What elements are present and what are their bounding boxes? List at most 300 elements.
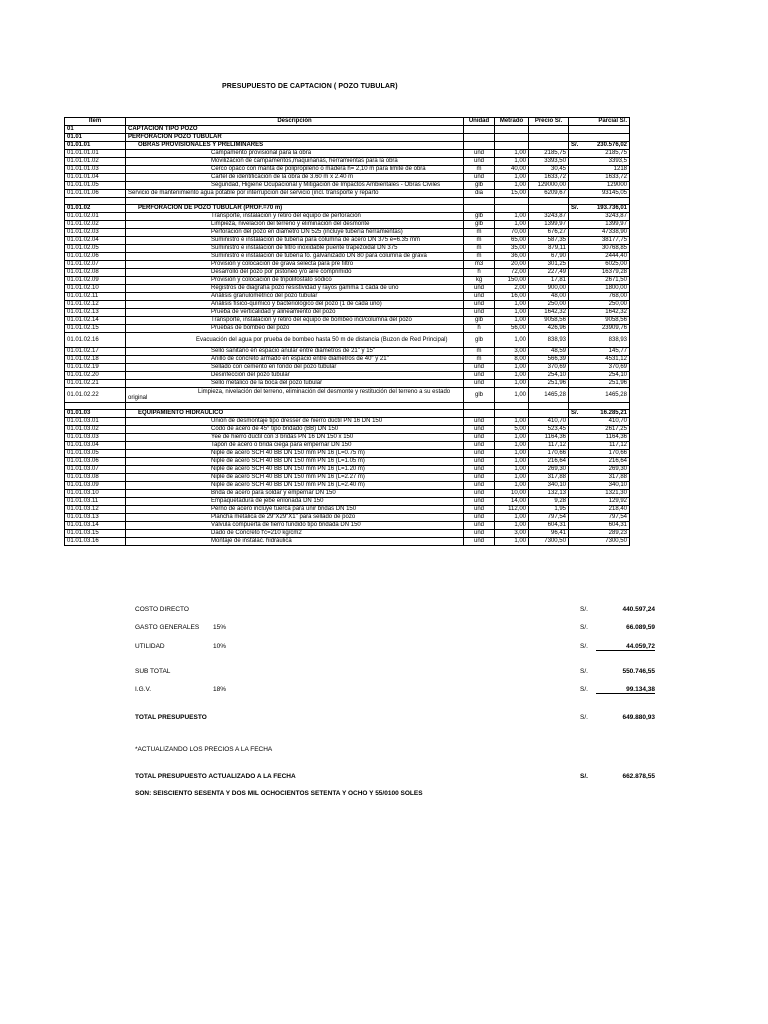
cell-price: 9,28 bbox=[529, 498, 569, 506]
cell-item: 01.01.01.01 bbox=[65, 150, 126, 158]
table-row bbox=[65, 498, 630, 506]
cell-quantity: 1,00 bbox=[495, 466, 529, 474]
cell-price: 9058,56 bbox=[529, 317, 569, 325]
cell-description: Seguridad, Higiene Ocupacional y Mitigación de Impactos Ambientales - Obras Civiles bbox=[126, 182, 464, 190]
cell-unit: dia bbox=[464, 190, 495, 198]
cell-currency bbox=[569, 198, 583, 205]
cell-quantity: 1,00 bbox=[495, 317, 529, 325]
table-row bbox=[65, 450, 630, 458]
cell-partial: 23909,76 bbox=[583, 325, 630, 333]
cell-description: Desinfección del pozo tubular bbox=[126, 372, 464, 380]
cell-currency bbox=[569, 522, 583, 530]
cell-partial: 604,31 bbox=[583, 522, 630, 530]
cell-price: 426,96 bbox=[529, 325, 569, 333]
cell-unit: und bbox=[464, 466, 495, 474]
cell-currency bbox=[569, 356, 583, 364]
table-row bbox=[65, 442, 630, 450]
cell-item: 01.01.02.03 bbox=[65, 229, 126, 237]
cell-partial: 9058,56 bbox=[583, 317, 630, 325]
summary-currency: S/. bbox=[580, 643, 588, 650]
cell-item: 01.01.02.22 bbox=[65, 388, 126, 403]
summary-label: COSTO DIRECTO bbox=[135, 606, 189, 613]
cell-description: Anillo de concreto armado en espacio entre diámetros de 40" y 21" bbox=[126, 356, 464, 364]
cell-quantity: 1,00 bbox=[495, 301, 529, 309]
cell-quantity: 1,00 bbox=[495, 388, 529, 403]
cell-description: Cerco opaco con manta de polipropileno o madera h= 2,10 m para limite de obra bbox=[126, 166, 464, 174]
table-row bbox=[65, 293, 630, 301]
total-updated-label: TOTAL PRESUPUESTO ACTUALIZADO A LA FECHA bbox=[135, 773, 296, 780]
cell-description: PERFORACION DE POZO TUBULAR (PROF.=70 m) bbox=[126, 205, 464, 213]
cell-currency bbox=[569, 333, 583, 348]
cell-price: 269,30 bbox=[529, 466, 569, 474]
table-row bbox=[65, 229, 630, 237]
cell-currency bbox=[569, 474, 583, 482]
cell-unit: und bbox=[464, 482, 495, 490]
cell-quantity bbox=[495, 134, 529, 142]
summary-percent: 18% bbox=[213, 686, 227, 693]
cell-partial: 117,12 bbox=[583, 442, 630, 450]
cell-unit: und bbox=[464, 506, 495, 514]
cell-unit: und bbox=[464, 530, 495, 538]
cell-unit bbox=[464, 142, 495, 150]
cell-description: Tapón de acero o brida ciega para empernar DN 150 bbox=[126, 442, 464, 450]
cell-item: 01.01.02.13 bbox=[65, 309, 126, 317]
table-row bbox=[65, 158, 630, 166]
cell-description: Sello sanitario en espacio anular entre diámetros de 21" y 15" bbox=[126, 348, 464, 356]
table-row bbox=[65, 325, 630, 333]
cell-quantity: 1,00 bbox=[495, 309, 529, 317]
cell-item: 01.01.03 bbox=[65, 410, 126, 418]
cell-unit: glb bbox=[464, 221, 495, 229]
cell-description: Movilizacion de campamentos,maquinarias, herramientas para la obra bbox=[126, 158, 464, 166]
cell-currency bbox=[569, 285, 583, 293]
cell-unit: m bbox=[464, 245, 495, 253]
cell-unit: glb bbox=[464, 182, 495, 190]
header-description: Descripción bbox=[126, 118, 464, 126]
cell-item: 01.01.03.06 bbox=[65, 458, 126, 466]
cell-price: 48,59 bbox=[529, 348, 569, 356]
cell-unit: m bbox=[464, 253, 495, 261]
total-updated-value: 662.878,55 bbox=[622, 773, 655, 780]
cell-unit: und bbox=[464, 490, 495, 498]
summary-label: I.G.V. bbox=[135, 686, 152, 693]
summary-value: 44.059,72 bbox=[596, 643, 655, 651]
cell-description: Suministro e instalación de tubería fo. galvanizado DN 80 para columna de grava bbox=[126, 253, 464, 261]
cell-price: 129000,00 bbox=[529, 182, 569, 190]
cell-quantity: 56,00 bbox=[495, 325, 529, 333]
cell-item: 01.01.01.03 bbox=[65, 166, 126, 174]
cell-description: Sello metálico de la boca del pozo tubular bbox=[126, 380, 464, 388]
cell-price: 254,10 bbox=[529, 372, 569, 380]
cell-description: Codo de acero de 45° tipo bridado (BB) DN 150 bbox=[126, 426, 464, 434]
cell-unit: m bbox=[464, 229, 495, 237]
cell-price: 566,39 bbox=[529, 356, 569, 364]
cell-price: 48,00 bbox=[529, 293, 569, 301]
table-row bbox=[65, 348, 630, 356]
cell-price bbox=[529, 410, 569, 418]
cell-partial: 216,64 bbox=[583, 458, 630, 466]
price-update-note: *ACTUALIZANDO LOS PRECIOS A LA FECHA bbox=[135, 746, 273, 753]
cell-description: Campamento provisional para la obra bbox=[126, 150, 464, 158]
cell-price: 838,93 bbox=[529, 333, 569, 348]
cell-partial: 230.576,02 bbox=[583, 142, 630, 150]
cell-item: 01.01.01 bbox=[65, 142, 126, 150]
cell-quantity: 1,00 bbox=[495, 158, 529, 166]
document-title: PRESUPUESTO DE CAPTACION ( POZO TUBULAR) bbox=[222, 83, 398, 90]
cell-description: Niple de acero SCH 40 BB DN 150 mm PN 16 (L=1.20 m) bbox=[126, 466, 464, 474]
cell-description: Análisis físico-químico y bacteriológico del pozo (1 de cada uno) bbox=[126, 301, 464, 309]
cell-item: 01.01.02.12 bbox=[65, 301, 126, 309]
summary-value: 550.746,55 bbox=[622, 668, 655, 675]
cell-unit: glb bbox=[464, 333, 495, 348]
cell-item: 01.01.01.05 bbox=[65, 182, 126, 190]
cell-description bbox=[126, 403, 464, 410]
cell-item: 01.01.02.07 bbox=[65, 261, 126, 269]
cell-currency bbox=[569, 442, 583, 450]
cell-unit bbox=[464, 198, 495, 205]
cell-quantity: 65,00 bbox=[495, 237, 529, 245]
cell-unit: m bbox=[464, 348, 495, 356]
cell-partial bbox=[583, 403, 630, 410]
cell-quantity: 112,00 bbox=[495, 506, 529, 514]
cell-description: Válvula compuerta de fierro fundido tipo bridada DN 150 bbox=[126, 522, 464, 530]
table-row bbox=[65, 434, 630, 442]
cell-unit: und bbox=[464, 301, 495, 309]
cell-currency bbox=[569, 166, 583, 174]
cell-partial: 47338,90 bbox=[583, 229, 630, 237]
cell-unit: h bbox=[464, 269, 495, 277]
cell-quantity: 5,00 bbox=[495, 426, 529, 434]
cell-partial: 289,23 bbox=[583, 530, 630, 538]
summary-label: GASTO GENERALES bbox=[135, 624, 200, 631]
section-row bbox=[65, 134, 630, 142]
cell-description: Transporte, instalación y retiro del equipo de bombeo incl/columna del pozo bbox=[126, 317, 464, 325]
cell-item: 01.01.02.02 bbox=[65, 221, 126, 229]
cell-quantity: 1,00 bbox=[495, 458, 529, 466]
cell-unit: und bbox=[464, 434, 495, 442]
cell-price: 1633,72 bbox=[529, 174, 569, 182]
cell-price: 1,95 bbox=[529, 506, 569, 514]
table-row bbox=[65, 301, 630, 309]
cell-price: 900,00 bbox=[529, 285, 569, 293]
cell-quantity: 10,00 bbox=[495, 490, 529, 498]
cell-unit: und bbox=[464, 514, 495, 522]
cell-price: 676,27 bbox=[529, 229, 569, 237]
table-row bbox=[65, 474, 630, 482]
cell-unit: und bbox=[464, 150, 495, 158]
cell-unit: kg bbox=[464, 277, 495, 285]
header-unit: Unidad bbox=[464, 118, 495, 126]
cell-price: 96,41 bbox=[529, 530, 569, 538]
cell-currency bbox=[569, 237, 583, 245]
cell-partial: 1321,30 bbox=[583, 490, 630, 498]
cell-quantity bbox=[495, 403, 529, 410]
cell-currency: S/. bbox=[569, 205, 583, 213]
summary-percent: 10% bbox=[213, 643, 227, 650]
cell-price: 170,66 bbox=[529, 450, 569, 458]
cell-quantity bbox=[495, 142, 529, 150]
cell-item: 01.01.02.15 bbox=[65, 325, 126, 333]
cell-partial: 410,70 bbox=[583, 418, 630, 426]
section-row bbox=[65, 126, 630, 134]
summary-percent: 15% bbox=[213, 624, 227, 631]
section-row bbox=[65, 142, 630, 150]
cell-item bbox=[65, 198, 126, 205]
cell-currency bbox=[569, 426, 583, 434]
cell-partial bbox=[583, 134, 630, 142]
header-quantity: Metrado bbox=[495, 118, 529, 126]
cell-currency bbox=[569, 372, 583, 380]
cell-item: 01.01.02.20 bbox=[65, 372, 126, 380]
cell-item: 01.01.02.05 bbox=[65, 245, 126, 253]
cell-price: 132,13 bbox=[529, 490, 569, 498]
cell-partial: 93145,05 bbox=[583, 190, 630, 198]
cell-unit: und bbox=[464, 426, 495, 434]
cell-price: 1465,28 bbox=[529, 388, 569, 403]
cell-item: 01.01.02.06 bbox=[65, 253, 126, 261]
cell-currency bbox=[569, 277, 583, 285]
cell-currency bbox=[569, 538, 583, 546]
cell-description: Desarrollo del pozo por pistoneo y/o aire comprimido bbox=[126, 269, 464, 277]
table-row bbox=[65, 466, 630, 474]
cell-currency bbox=[569, 418, 583, 426]
cell-unit: m bbox=[464, 356, 495, 364]
cell-unit: und bbox=[464, 309, 495, 317]
cell-unit: und bbox=[464, 293, 495, 301]
cell-currency bbox=[569, 506, 583, 514]
cell-partial: 16.285,21 bbox=[583, 410, 630, 418]
cell-currency bbox=[569, 388, 583, 403]
cell-partial: 4531,12 bbox=[583, 356, 630, 364]
cell-partial: 1164,36 bbox=[583, 434, 630, 442]
cell-currency bbox=[569, 317, 583, 325]
cell-description: Empaquetadura de jebe enlonada DN 150 bbox=[126, 498, 464, 506]
cell-partial: 2671,50 bbox=[583, 277, 630, 285]
table-row bbox=[65, 482, 630, 490]
cell-description: Prueba de verticalidad y alineamiento del pozo bbox=[126, 309, 464, 317]
cell-quantity bbox=[495, 126, 529, 134]
table-row bbox=[65, 182, 630, 190]
cell-item bbox=[65, 403, 126, 410]
cell-currency bbox=[569, 221, 583, 229]
cell-price: 2185,75 bbox=[529, 150, 569, 158]
cell-currency bbox=[569, 269, 583, 277]
cell-item: 01.01.03.05 bbox=[65, 450, 126, 458]
table-row bbox=[65, 309, 630, 317]
cell-currency bbox=[569, 325, 583, 333]
table-row bbox=[65, 418, 630, 426]
spacer-row bbox=[65, 198, 630, 205]
table-row bbox=[65, 174, 630, 182]
cell-partial: 16379,28 bbox=[583, 269, 630, 277]
cell-price: 340,10 bbox=[529, 482, 569, 490]
cell-price: 3243,87 bbox=[529, 213, 569, 221]
cell-quantity: 20,00 bbox=[495, 261, 529, 269]
cell-description: Provisión y colocación de tripolifosfato sódico bbox=[126, 277, 464, 285]
cell-currency bbox=[569, 150, 583, 158]
cell-price bbox=[529, 134, 569, 142]
cell-partial: 145,77 bbox=[583, 348, 630, 356]
cell-currency: S/. bbox=[569, 410, 583, 418]
cell-item: 01.01.02.09 bbox=[65, 277, 126, 285]
summary-currency: S/. bbox=[580, 606, 588, 613]
cell-price: 587,35 bbox=[529, 237, 569, 245]
cell-price: 1164,36 bbox=[529, 434, 569, 442]
table-row bbox=[65, 213, 630, 221]
table-row bbox=[65, 522, 630, 530]
cell-item: 01.01.02.21 bbox=[65, 380, 126, 388]
table-row bbox=[65, 426, 630, 434]
cell-item: 01.01.02.04 bbox=[65, 237, 126, 245]
cell-unit: glb bbox=[464, 388, 495, 403]
cell-description: Sellado con cemento en fondo del pozo tubular bbox=[126, 364, 464, 372]
cell-partial: 1218 bbox=[583, 166, 630, 174]
cell-quantity: 2,00 bbox=[495, 285, 529, 293]
cell-currency bbox=[569, 458, 583, 466]
cell-partial bbox=[583, 126, 630, 134]
table-row bbox=[65, 380, 630, 388]
spacer-row bbox=[65, 403, 630, 410]
cell-unit: und bbox=[464, 522, 495, 530]
cell-partial: 768,00 bbox=[583, 293, 630, 301]
cell-quantity: 1,00 bbox=[495, 213, 529, 221]
cell-price: 317,88 bbox=[529, 474, 569, 482]
cell-item: 01.01.01.02 bbox=[65, 158, 126, 166]
table-row bbox=[65, 277, 630, 285]
cell-price: 67,90 bbox=[529, 253, 569, 261]
cell-currency bbox=[569, 498, 583, 506]
cell-currency: S/. bbox=[569, 142, 583, 150]
cell-quantity: 1,00 bbox=[495, 182, 529, 190]
cell-unit: und bbox=[464, 474, 495, 482]
summary-label: SUB TOTAL bbox=[135, 668, 171, 675]
cell-quantity: 1,00 bbox=[495, 372, 529, 380]
cell-currency bbox=[569, 174, 583, 182]
cell-unit bbox=[464, 126, 495, 134]
cell-price: 250,00 bbox=[529, 301, 569, 309]
cell-currency bbox=[569, 301, 583, 309]
cell-quantity: 1,00 bbox=[495, 514, 529, 522]
cell-item: 01 bbox=[65, 126, 126, 134]
cell-partial: 269,30 bbox=[583, 466, 630, 474]
cell-unit: und bbox=[464, 364, 495, 372]
cell-item: 01.01.01.04 bbox=[65, 174, 126, 182]
cell-price: 879,11 bbox=[529, 245, 569, 253]
cell-price bbox=[529, 126, 569, 134]
cell-price: 301,25 bbox=[529, 261, 569, 269]
cell-partial: 1800,00 bbox=[583, 285, 630, 293]
cell-item: 01.01.03.07 bbox=[65, 466, 126, 474]
cell-quantity: 1,00 bbox=[495, 221, 529, 229]
section-row bbox=[65, 205, 630, 213]
cell-item: 01.01.03.13 bbox=[65, 514, 126, 522]
cell-item: 01.01.03.03 bbox=[65, 434, 126, 442]
header-partial: Parcial S/. bbox=[569, 118, 630, 126]
cell-partial: 170,66 bbox=[583, 450, 630, 458]
cell-currency bbox=[569, 126, 583, 134]
cell-partial: 370,69 bbox=[583, 364, 630, 372]
cell-item: 01.01 bbox=[65, 134, 126, 142]
cell-quantity: 72,00 bbox=[495, 269, 529, 277]
cell-description: Niple de acero SCH 40 BB DN 150 mm PN 16 (L=2.27 m) bbox=[126, 474, 464, 482]
summary-currency: S/. bbox=[580, 668, 588, 675]
cell-description: Servicio de mantenimiento agua potable por interrupcion del servicio (incl. transporte y reparto bbox=[126, 190, 464, 198]
cell-description: EQUIPAMIENTO HIDRAULICO bbox=[126, 410, 464, 418]
cell-unit: m bbox=[464, 166, 495, 174]
table-row bbox=[65, 458, 630, 466]
cell-item: 01.01.03.02 bbox=[65, 426, 126, 434]
table-body bbox=[65, 126, 630, 546]
cell-item: 01.01.02.18 bbox=[65, 356, 126, 364]
cell-currency bbox=[569, 364, 583, 372]
cell-description: Registros de diagrafía pozo resistividad y rayos gamma 1 cada de uno bbox=[126, 285, 464, 293]
cell-item: 01.01.02.16 bbox=[65, 333, 126, 348]
table-row bbox=[65, 530, 630, 538]
table-row bbox=[65, 237, 630, 245]
cell-description: Niple de acero SCH 40 BB DN 150 mm PN 16 (L=0.75 m) bbox=[126, 450, 464, 458]
cell-currency bbox=[569, 403, 583, 410]
cell-quantity: 1,00 bbox=[495, 482, 529, 490]
cell-item: 01.01.02.17 bbox=[65, 348, 126, 356]
cell-price: 117,12 bbox=[529, 442, 569, 450]
cell-quantity: 1,00 bbox=[495, 434, 529, 442]
cell-unit bbox=[464, 134, 495, 142]
cell-quantity: 1,00 bbox=[495, 538, 529, 546]
cell-partial: 340,10 bbox=[583, 482, 630, 490]
cell-price: 604,31 bbox=[529, 522, 569, 530]
table-row bbox=[65, 538, 630, 546]
cell-item: 01.01.02.14 bbox=[65, 317, 126, 325]
cell-currency bbox=[569, 158, 583, 166]
cell-quantity: 14,00 bbox=[495, 498, 529, 506]
cell-price bbox=[529, 403, 569, 410]
cell-quantity bbox=[495, 410, 529, 418]
cell-description: Niple de acero SCH 40 BB DN 150 mm PN 16 (L=1.05 m) bbox=[126, 458, 464, 466]
cell-unit: und bbox=[464, 538, 495, 546]
cell-description: Perno de acero incluye tuerca para unir bridas DN 150 bbox=[126, 506, 464, 514]
table-row bbox=[65, 490, 630, 498]
cell-partial: 2444,40 bbox=[583, 253, 630, 261]
cell-unit: und bbox=[464, 158, 495, 166]
table-row bbox=[65, 221, 630, 229]
cell-partial: 251,96 bbox=[583, 380, 630, 388]
cell-currency bbox=[569, 309, 583, 317]
cell-currency bbox=[569, 530, 583, 538]
cell-item: 01.01.02.01 bbox=[65, 213, 126, 221]
cell-quantity: 1,00 bbox=[495, 474, 529, 482]
cell-unit: und bbox=[464, 458, 495, 466]
cell-partial: 1642,32 bbox=[583, 309, 630, 317]
cell-quantity: 15,00 bbox=[495, 190, 529, 198]
cell-unit: h bbox=[464, 325, 495, 333]
cell-description: Yee de hierro dúctil con 3 bridas PN 16 DN 150 x 150 bbox=[126, 434, 464, 442]
cell-partial: 838,93 bbox=[583, 333, 630, 348]
cell-currency bbox=[569, 482, 583, 490]
cell-price: 1642,32 bbox=[529, 309, 569, 317]
summary-value: 66.089,59 bbox=[626, 624, 655, 631]
cell-item: 01.01.02.19 bbox=[65, 364, 126, 372]
cell-description bbox=[126, 388, 464, 403]
cell-description: Unión de desmontaje tipo dresser de hierro dúctil PN 16 DN 150 bbox=[126, 418, 464, 426]
cell-quantity: 1,00 bbox=[495, 174, 529, 182]
cell-item: 01.01.03.10 bbox=[65, 490, 126, 498]
cell-quantity: 16,00 bbox=[495, 293, 529, 301]
cell-currency bbox=[569, 293, 583, 301]
table-row bbox=[65, 317, 630, 325]
cell-price bbox=[529, 205, 569, 213]
cell-currency bbox=[569, 261, 583, 269]
cell-quantity: 1,00 bbox=[495, 442, 529, 450]
